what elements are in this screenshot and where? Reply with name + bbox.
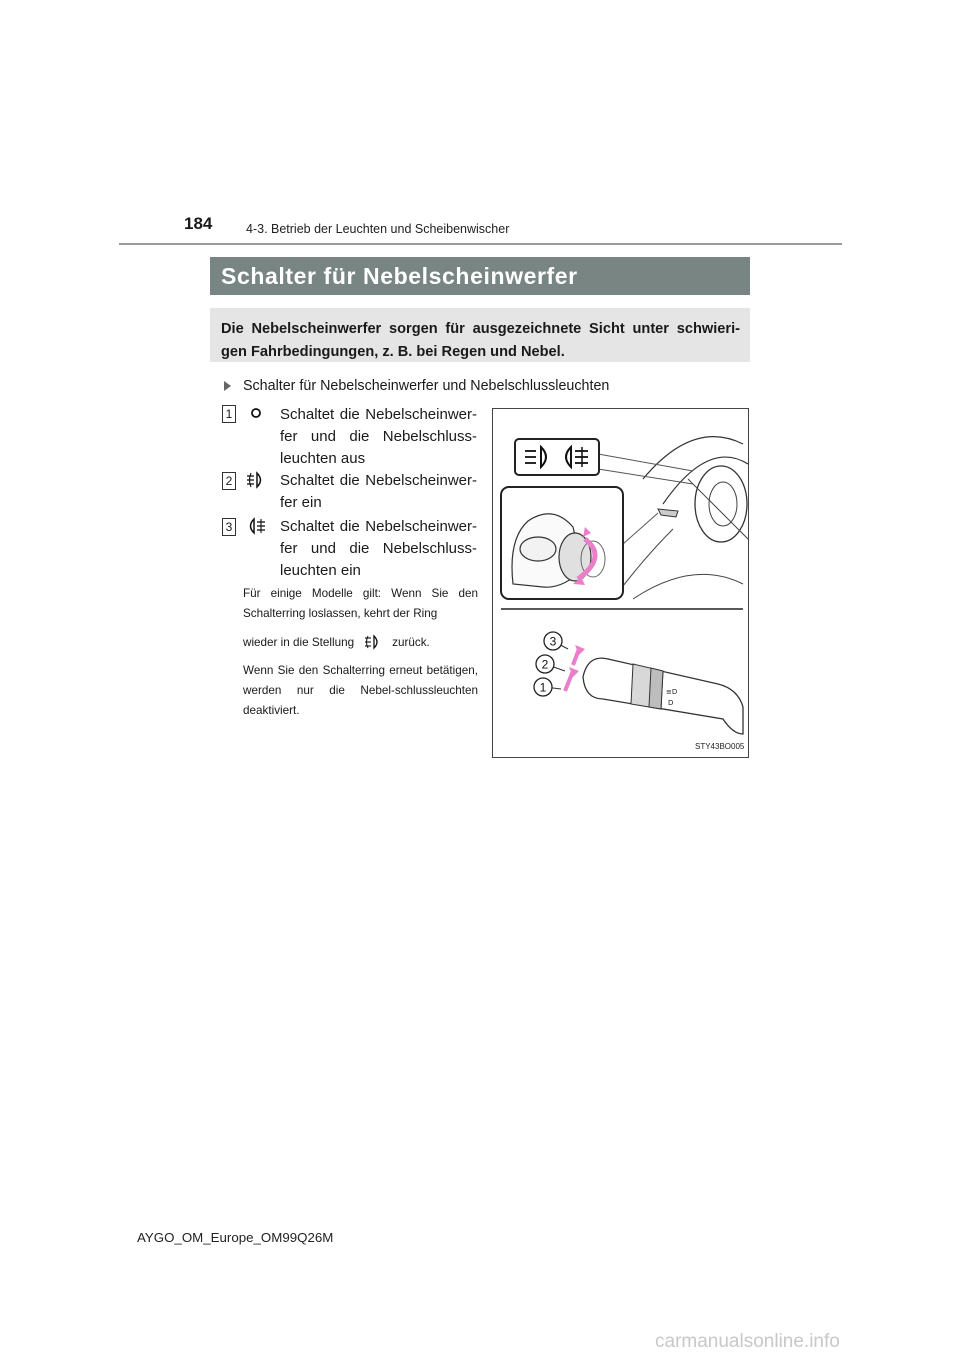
- figure-code: STY43BO005: [695, 742, 745, 751]
- note-1-part-c: zurück.: [392, 635, 430, 649]
- bullet-text: Schalter für Nebelscheinwerfer und Nebelschlussleuchten: [243, 378, 610, 394]
- intro-text: Die Nebelscheinwerfer sorgen für ausgezeichnete Sicht unter schwieri-gen Fahrbedingungen, z. B. bei Regen und Nebel.: [221, 321, 740, 360]
- note-2: Wenn Sie den Schalterring erneut betätigen, werden nur die Nebel-schlussleuchten deaktiviert.: [243, 664, 478, 717]
- bullet-heading: [224, 378, 609, 394]
- item-text-1: Schaltet die Nebelscheinwer-fer und die Nebelschluss-leuchten aus: [280, 406, 477, 467]
- triangle-bullet-icon: [224, 381, 231, 391]
- item-text-2: Schaltet die Nebelscheinwer-fer ein: [280, 472, 477, 511]
- callout-1-label: 1: [539, 680, 547, 695]
- off-circle-icon: [248, 405, 264, 421]
- item-number-3: 3: [222, 518, 236, 536]
- chapter-heading: 4-3. Betrieb der Leuchten und Scheibenwischer: [246, 222, 510, 236]
- svg-text:D: D: [668, 699, 674, 707]
- item-number-1: 1: [222, 405, 236, 423]
- section-title-bar: [210, 257, 750, 295]
- intro-box: [210, 308, 750, 362]
- svg-text:≡D: ≡D: [666, 688, 678, 696]
- item-number-2: 2: [222, 472, 236, 490]
- section-title: Schalter für Nebelscheinwerfer: [221, 262, 578, 289]
- watermark: carmanualsonline.info: [655, 1331, 840, 1352]
- footer-doc-id: AYGO_OM_Europe_OM99Q26M: [137, 1230, 334, 1245]
- callout-2-label: 2: [541, 657, 549, 672]
- note-1-part-a: Für einige Modelle gilt: Wenn Sie den Schalterring loslassen, kehrt der Ring: [243, 587, 478, 620]
- front-fog-light-icon: [360, 633, 386, 651]
- callout-3-label: 3: [549, 634, 557, 649]
- rear-fog-light-icon: [245, 516, 267, 536]
- illustration: [493, 409, 748, 757]
- note-1: [243, 584, 478, 624]
- page-number: 184: [184, 214, 213, 233]
- header-rule: [119, 243, 842, 245]
- note-1-line: [243, 633, 430, 651]
- note-1-part-b: wieder in die Stellung: [243, 635, 355, 649]
- front-fog-light-icon: [245, 470, 267, 490]
- item-text-3: Schaltet die Nebelscheinwer-fer und die Nebelschluss-leuchten ein: [280, 518, 477, 579]
- illustration-frame: [492, 408, 749, 758]
